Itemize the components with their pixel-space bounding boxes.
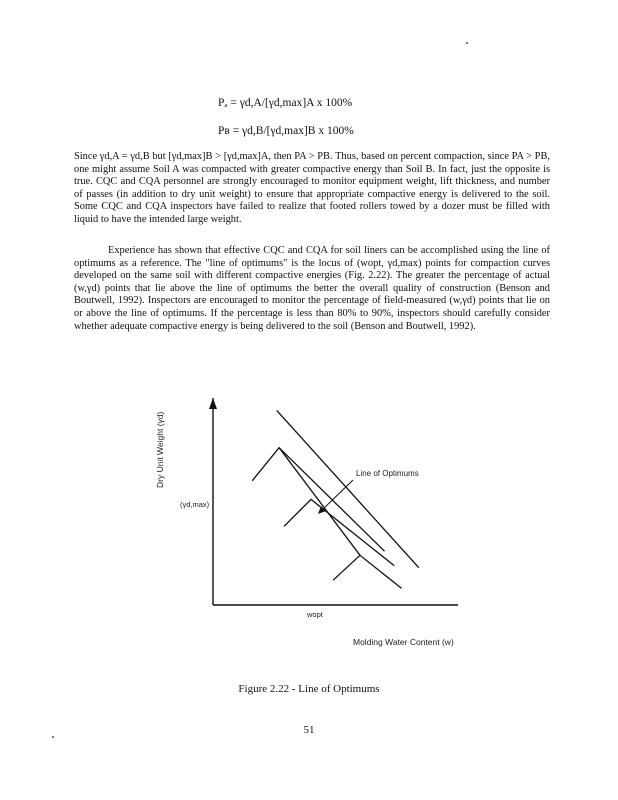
x-axis-label: Molding Water Content (w) (353, 637, 454, 647)
scan-speck (466, 42, 468, 44)
paragraph-percent-compaction: Since γd,A = γd,B but [γd,max]B > [γd,max]A, then PA > PB. Thus, based on percent compaction, since PA > PB, one might assume Soil A was compacted with greater compactive energy than Soil B. In fact, just the opposite is true. CQC and CQA personnel are strongly encouraged to monitor equipment weight, lift thickness, and number of passes (in addition to dry unit weight) to ensure that appropriate compactive energy is delivered to the soil. Some CQC and CQA inspectors have failed to realize that footed rollers towed by a dozer must be filled with liquid to have the intended large weight. (74, 151, 550, 225)
paragraph-line-of-optimums: Experience has shown that effective CQC and CQA for soil liners can be accomplished using the line of optimums as a reference. The "line of optimums" is the locus of (wopt, γd,max) points for compaction curves developed on the same soil with different compactive energies (Fig. 2.22). The greater the percentage of actual (w,γd) points that lie above the line of optimums the better the overall quality of construction (Benson and Boutwell, 1992). Inspectors are encouraged to monitor the percentage of field-measured (w,γd) points that lie on or above the line of optimums. If the percentage is less than 80% to 90%, inspectors should carefully consider whether adequate compactive energy is being delivered to the soil (Benson and Boutwell, 1992). (74, 245, 550, 332)
equation-pa: Pₐ = γd,A/[γd,max]A x 100% (218, 97, 353, 109)
y-axis-arrow (209, 398, 217, 409)
chart-series (252, 410, 419, 588)
scan-speck (52, 736, 54, 738)
series-line-of-optimums (279, 448, 360, 556)
x-marker-label: wopt (307, 610, 323, 619)
y-axis-label: Dry Unit Weight (γd) (155, 411, 165, 488)
figure-caption: Figure 2.22 - Line of Optimums (238, 683, 380, 695)
series-zero-air-voids (277, 410, 419, 567)
page-number: 51 (303, 724, 315, 736)
equation-pb: Pʙ = γd,B/[γd,max]B x 100% (218, 125, 354, 137)
series-compaction-curve-low-energy (333, 555, 402, 588)
series-compaction-curve-medium-energy (284, 499, 394, 565)
line-of-optimums-annotation: Line of Optimums (356, 469, 419, 478)
y-marker-label: (γd,max) (180, 500, 210, 509)
